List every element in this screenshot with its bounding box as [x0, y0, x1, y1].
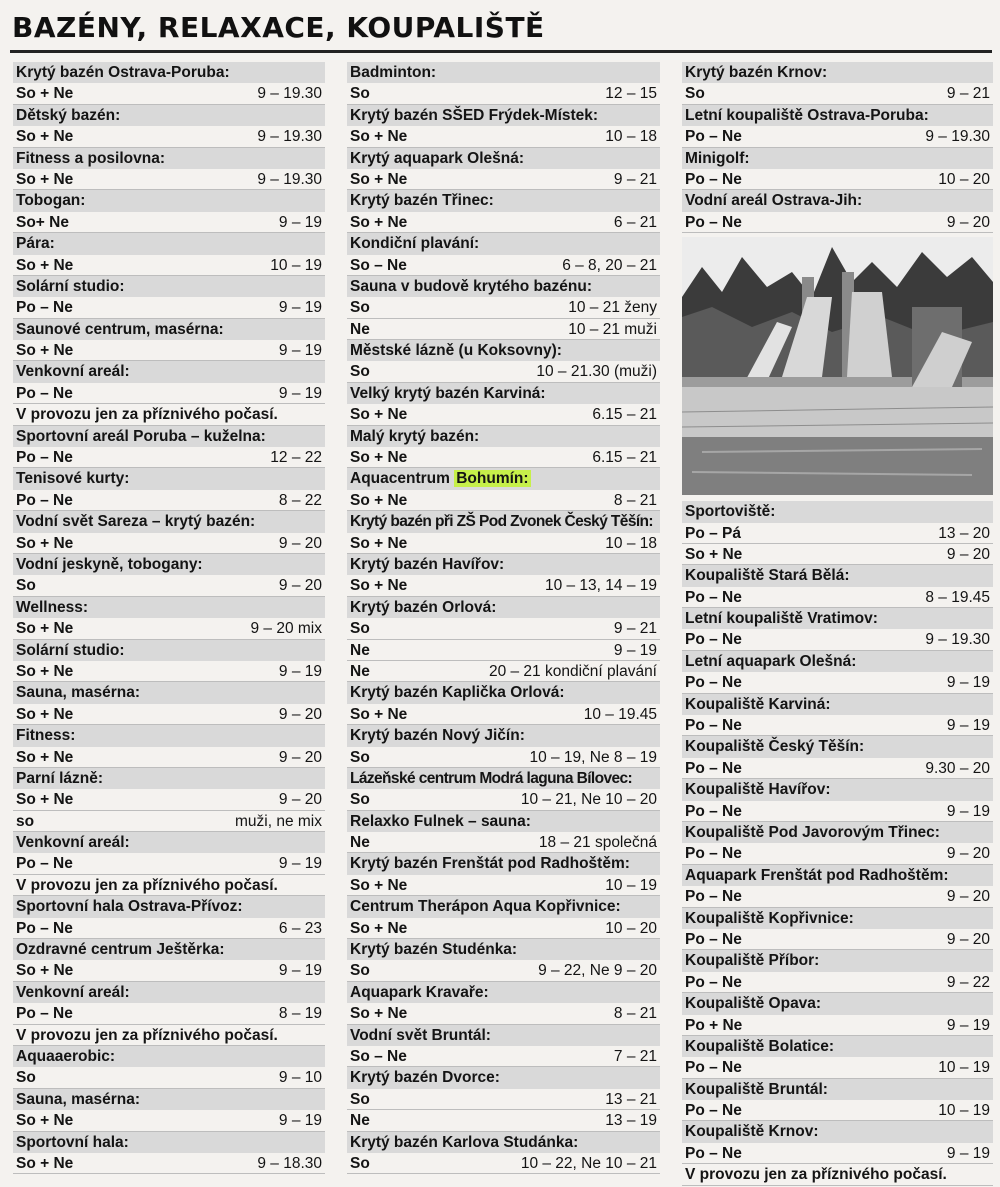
- title-rule: [10, 50, 992, 53]
- venue-heading: Vodní svět Sareza – krytý bazén:: [13, 511, 325, 532]
- water-park-photo-svg: [682, 237, 993, 495]
- venue-heading: Krytý bazén Orlová:: [347, 597, 660, 618]
- schedule-hours: 10 – 21, Ne 10 – 20: [520, 791, 657, 809]
- schedule-hours: 8 – 19: [278, 1005, 322, 1023]
- schedule-day: Po + Ne: [685, 1016, 743, 1034]
- schedule-day: So + Ne: [16, 534, 74, 552]
- schedule-row: [13, 747, 325, 768]
- schedule-row: [347, 618, 660, 639]
- schedule-row: [13, 1067, 325, 1088]
- schedule-day: Po – Ne: [685, 930, 742, 948]
- venue-heading: Solární studio:: [13, 640, 325, 661]
- schedule-row: [682, 169, 993, 190]
- schedule-row: [347, 404, 660, 425]
- schedule-day: Po – Ne: [16, 919, 73, 937]
- schedule-hours: 9 – 18.30: [257, 1154, 322, 1172]
- schedule-row: [13, 789, 325, 810]
- schedule-row: [682, 843, 993, 864]
- schedule-day: so: [16, 812, 35, 830]
- venue-heading-text: Aquacentrum: [350, 470, 455, 488]
- schedule-row: [347, 255, 660, 276]
- schedule-day: Po – Ne: [685, 1102, 742, 1120]
- schedule-day: Po – Ne: [685, 973, 742, 991]
- schedule-hours: 9 – 19.30: [257, 170, 322, 188]
- schedule-row: [13, 618, 325, 639]
- venue-heading: Kondiční plavání:: [347, 233, 660, 254]
- weather-note: V provozu jen za příznivého počasí.: [13, 1025, 325, 1046]
- schedule-hours: 9 – 22: [946, 973, 990, 991]
- highlighted-text: Bohumín:: [456, 470, 529, 488]
- schedule-row: [347, 575, 660, 596]
- schedule-day: Po – Ne: [685, 588, 742, 606]
- schedule-hours: 10 – 19.45: [583, 705, 657, 723]
- schedule-day: So – Ne: [350, 1047, 407, 1065]
- schedule-day: Po – Ne: [16, 384, 73, 402]
- schedule-hours: 9 – 21: [613, 620, 657, 638]
- schedule-day: So: [350, 620, 370, 638]
- schedule-day: Po – Ne: [685, 845, 742, 863]
- venue-heading: Malý krytý bazén:: [347, 426, 660, 447]
- venue-heading: Koupaliště Kopřivnice:: [682, 908, 993, 929]
- venue-heading: Sportovní hala Ostrava-Přívoz:: [13, 896, 325, 917]
- schedule-hours: 10 – 19: [938, 1059, 990, 1077]
- schedule-hours: 12 – 15: [605, 85, 657, 103]
- schedule-day: Po – Ne: [685, 213, 742, 231]
- schedule-hours: 10 – 19, Ne 8 – 19: [529, 748, 657, 766]
- schedule-row: [347, 1110, 660, 1131]
- schedule-hours: 9 – 19: [278, 342, 322, 360]
- schedule-row: [347, 361, 660, 382]
- venue-heading: [347, 468, 660, 489]
- schedule-day: So + Ne: [16, 85, 74, 103]
- weather-note: V provozu jen za příznivého počasí.: [682, 1164, 993, 1185]
- schedule-row: [13, 918, 325, 939]
- schedule-row: [682, 629, 993, 650]
- schedule-day: So + Ne: [16, 1154, 74, 1172]
- schedule-day: So + Ne: [16, 128, 74, 146]
- schedule-day: So+ Ne: [16, 213, 69, 231]
- venue-heading: Sportoviště:: [682, 501, 993, 522]
- schedule-hours: 6.15 – 21: [592, 406, 657, 424]
- schedule-day: So + Ne: [350, 170, 408, 188]
- schedule-day: Po – Pá: [685, 524, 741, 542]
- schedule-day: Ne: [350, 320, 370, 338]
- schedule-day: So + Ne: [350, 491, 408, 509]
- schedule-hours: 9 – 20: [278, 577, 322, 595]
- schedule-day: So + Ne: [350, 919, 408, 937]
- schedule-day: Po – Ne: [685, 888, 742, 906]
- schedule-row: [682, 83, 993, 104]
- venue-heading: Tenisové kurty:: [13, 468, 325, 489]
- schedule-hours: 9 – 19: [278, 384, 322, 402]
- venue-heading: Aquapark Frenštát pod Radhoštěm:: [682, 865, 993, 886]
- schedule-hours: 8 – 19.45: [925, 588, 990, 606]
- venue-heading: Saunové centrum, masérna:: [13, 319, 325, 340]
- schedule-hours: 10 – 18: [605, 534, 657, 552]
- schedule-row: [347, 1153, 660, 1174]
- schedule-day: So + Ne: [350, 534, 408, 552]
- schedule-row: [682, 1015, 993, 1036]
- venue-heading: Lázeňské centrum Modrá laguna Bílovec:: [347, 768, 660, 789]
- schedule-hours: 9 – 19: [278, 855, 322, 873]
- schedule-day: So + Ne: [350, 705, 408, 723]
- schedule-hours: muži, ne mix: [235, 812, 322, 830]
- venue-heading: Velký krytý bazén Karviná:: [347, 383, 660, 404]
- schedule-day: So + Ne: [16, 662, 74, 680]
- schedule-row: [347, 875, 660, 896]
- venue-heading: Sauna, masérna:: [13, 682, 325, 703]
- venue-heading: Aquaaerobic:: [13, 1046, 325, 1067]
- venue-heading: Krytý bazén Frenštát pod Radhoštěm:: [347, 853, 660, 874]
- schedule-hours: 9 – 21: [613, 170, 657, 188]
- venue-heading: Koupaliště Krnov:: [682, 1121, 993, 1142]
- venue-heading: Krytý bazén při ZŠ Pod Zvonek Český Těšín:: [347, 511, 660, 532]
- schedule-row: [347, 832, 660, 853]
- schedule-hours: 9 – 20: [946, 930, 990, 948]
- venue-heading: Vodní svět Bruntál:: [347, 1025, 660, 1046]
- schedule-row: [13, 960, 325, 981]
- venue-heading: Vodní jeskyně, tobogany:: [13, 554, 325, 575]
- venue-heading: Koupaliště Bruntál:: [682, 1079, 993, 1100]
- venue-heading: Pára:: [13, 233, 325, 254]
- venue-heading: Krytý bazén Karlova Studánka:: [347, 1132, 660, 1153]
- schedule-row: [347, 918, 660, 939]
- schedule-day: So: [350, 363, 370, 381]
- schedule-hours: 9 – 22, Ne 9 – 20: [538, 962, 657, 980]
- venue-heading: Krytý bazén Havířov:: [347, 554, 660, 575]
- schedule-row: [13, 212, 325, 233]
- venue-heading: Koupaliště Karviná:: [682, 694, 993, 715]
- schedule-row: [13, 1110, 325, 1131]
- schedule-day: So + Ne: [16, 256, 74, 274]
- schedule-hours: 9 – 19: [613, 641, 657, 659]
- schedule-row: [13, 340, 325, 361]
- schedule-hours: 10 – 20: [938, 170, 990, 188]
- venue-heading: Krytý bazén SŠED Frýdek-Místek:: [347, 105, 660, 126]
- schedule-day: Po – Ne: [685, 802, 742, 820]
- schedule-day: So: [350, 85, 370, 103]
- schedule-day: So: [350, 962, 370, 980]
- schedule-hours: 9 – 20 mix: [250, 620, 322, 638]
- schedule-row: [13, 853, 325, 874]
- schedule-day: So: [16, 577, 36, 595]
- venue-heading: Venkovní areál:: [13, 832, 325, 853]
- schedule-row: [13, 255, 325, 276]
- schedule-day: Po – Ne: [16, 491, 73, 509]
- venue-heading: Koupaliště Havířov:: [682, 779, 993, 800]
- schedule-day: Po – Ne: [685, 1144, 742, 1162]
- schedule-row: [347, 661, 660, 682]
- schedule-row: [13, 661, 325, 682]
- schedule-day: So + Ne: [350, 213, 408, 231]
- schedule-row: [682, 544, 993, 565]
- weather-note: V provozu jen za příznivého počasí.: [13, 404, 325, 425]
- schedule-day: Po – Ne: [685, 170, 742, 188]
- schedule-row: [13, 490, 325, 511]
- schedule-day: So + Ne: [16, 791, 74, 809]
- schedule-row: [682, 126, 993, 147]
- venue-heading: Dětský bazén:: [13, 105, 325, 126]
- schedule-day: So: [350, 1090, 370, 1108]
- schedule-day: Ne: [350, 641, 370, 659]
- schedule-day: So + Ne: [350, 449, 408, 467]
- schedule-day: Po – Ne: [16, 855, 73, 873]
- schedule-row: [682, 212, 993, 233]
- venue-heading: Koupaliště Český Těšín:: [682, 736, 993, 757]
- schedule-day: So + Ne: [350, 577, 408, 595]
- schedule-hours: 9 – 19.30: [257, 128, 322, 146]
- schedule-row: [13, 169, 325, 190]
- venue-heading: Aquapark Kravaře:: [347, 982, 660, 1003]
- venue-heading: Krytý bazén Kaplička Orlová:: [347, 682, 660, 703]
- schedule-row: [347, 640, 660, 661]
- venue-heading: Městské lázně (u Koksovny):: [347, 340, 660, 361]
- venue-heading: Relaxko Fulnek – sauna:: [347, 811, 660, 832]
- schedule-day: Po – Ne: [685, 128, 742, 146]
- venue-heading: Sportovní areál Poruba – kuželna:: [13, 426, 325, 447]
- schedule-hours: 9 – 20: [946, 888, 990, 906]
- schedule-column-2: [347, 62, 660, 1174]
- schedule-day: Po – Ne: [685, 674, 742, 692]
- venue-heading: Krytý bazén Ostrava-Poruba:: [13, 62, 325, 83]
- venue-heading: Koupaliště Stará Bělá:: [682, 565, 993, 586]
- schedule-day: So + Ne: [350, 1005, 408, 1023]
- schedule-row: [13, 704, 325, 725]
- schedule-row: [13, 1153, 325, 1174]
- schedule-hours: 13 – 20: [938, 524, 990, 542]
- schedule-row: [347, 960, 660, 981]
- schedule-hours: 9 – 19: [946, 674, 990, 692]
- venue-heading: Letní koupaliště Ostrava-Poruba:: [682, 105, 993, 126]
- schedule-row: [682, 929, 993, 950]
- venue-heading: Sauna v budově krytého bazénu:: [347, 276, 660, 297]
- schedule-hours: 10 – 18: [605, 128, 657, 146]
- schedule-hours: 9 – 19: [278, 1112, 322, 1130]
- schedule-day: So + Ne: [16, 748, 74, 766]
- schedule-hours: 9 – 20: [278, 705, 322, 723]
- schedule-row: [682, 1100, 993, 1121]
- schedule-row: [13, 383, 325, 404]
- schedule-row: [682, 1143, 993, 1164]
- schedule-day: So: [350, 748, 370, 766]
- schedule-row: [682, 801, 993, 822]
- schedule-hours: 6.15 – 21: [592, 449, 657, 467]
- schedule-row: [13, 811, 325, 832]
- schedule-day: So + Ne: [16, 962, 74, 980]
- schedule-hours: 18 – 21 společná: [538, 834, 657, 852]
- schedule-row: [347, 789, 660, 810]
- schedule-day: Ne: [350, 1112, 370, 1130]
- schedule-day: Ne: [350, 662, 370, 680]
- schedule-hours: 9 – 19: [278, 662, 322, 680]
- schedule-hours: 10 – 21 muži: [568, 320, 657, 338]
- schedule-row: [347, 1003, 660, 1024]
- venue-heading: Sauna, masérna:: [13, 1089, 325, 1110]
- venue-heading: Venkovní areál:: [13, 361, 325, 382]
- venue-heading: Ozdravné centrum Ještěrka:: [13, 939, 325, 960]
- schedule-hours: 9 – 19.30: [257, 85, 322, 103]
- schedule-hours: 10 – 13, 14 – 19: [544, 577, 657, 595]
- schedule-row: [682, 758, 993, 779]
- schedule-day: Po – Ne: [685, 1059, 742, 1077]
- schedule-day: Po – Ne: [16, 1005, 73, 1023]
- schedule-hours: 10 – 19: [270, 256, 322, 274]
- schedule-day: Po – Ne: [685, 759, 742, 777]
- schedule-hours: 9 – 19: [278, 213, 322, 231]
- venue-heading: Sportovní hala:: [13, 1132, 325, 1153]
- schedule-day: So: [685, 85, 705, 103]
- schedule-hours: 9 – 19: [946, 802, 990, 820]
- schedule-hours: 9 – 20: [946, 545, 990, 563]
- venue-heading: Solární studio:: [13, 276, 325, 297]
- venue-heading: Krytý bazén Nový Jičín:: [347, 725, 660, 746]
- schedule-hours: 10 – 21.30 (muži): [536, 363, 657, 381]
- schedule-hours: 13 – 21: [605, 1090, 657, 1108]
- schedule-day: Po – Ne: [685, 717, 742, 735]
- venue-heading: Parní lázně:: [13, 768, 325, 789]
- weather-note: V provozu jen za příznivého počasí.: [13, 875, 325, 896]
- schedule-hours: 10 – 19: [605, 876, 657, 894]
- schedule-hours: 20 – 21 kondiční plavání: [488, 662, 657, 680]
- schedule-day: So + Ne: [350, 128, 408, 146]
- schedule-day: So + Ne: [16, 620, 74, 638]
- venue-heading: Krytý bazén Studénka:: [347, 939, 660, 960]
- schedule-hours: 9 – 21: [946, 85, 990, 103]
- schedule-hours: 9 – 19: [278, 962, 322, 980]
- schedule-hours: 8 – 21: [613, 1005, 657, 1023]
- schedule-hours: 9 – 19.30: [925, 631, 990, 649]
- schedule-row: [347, 704, 660, 725]
- schedule-row: [347, 747, 660, 768]
- venue-heading: Krytý bazén Krnov:: [682, 62, 993, 83]
- schedule-row: [347, 83, 660, 104]
- schedule-row: [13, 1003, 325, 1024]
- venue-heading: Krytý aquapark Olešná:: [347, 148, 660, 169]
- schedule-row: [682, 672, 993, 693]
- schedule-hours: 9 – 19: [946, 717, 990, 735]
- schedule-day: So + Ne: [16, 1112, 74, 1130]
- venue-heading: Krytý bazén Dvorce:: [347, 1067, 660, 1088]
- schedule-row: [347, 126, 660, 147]
- schedule-hours: 9 – 19.30: [925, 128, 990, 146]
- schedule-row: [347, 447, 660, 468]
- schedule-hours: 8 – 21: [613, 491, 657, 509]
- schedule-hours: 10 – 21 ženy: [568, 299, 657, 317]
- schedule-day: Po – Ne: [685, 631, 742, 649]
- schedule-row: [13, 533, 325, 554]
- schedule-hours: 12 – 22: [270, 449, 322, 467]
- schedule-row: [682, 587, 993, 608]
- schedule-hours: 10 – 19: [938, 1102, 990, 1120]
- schedule-day: So + Ne: [16, 342, 74, 360]
- schedule-row: [682, 886, 993, 907]
- schedule-day: Po – Ne: [16, 449, 73, 467]
- page-title: BAZÉNY, RELAXACE, KOUPALIŠTĚ: [12, 11, 545, 44]
- schedule-hours: 10 – 22, Ne 10 – 21: [520, 1154, 657, 1172]
- schedule-column-3: [682, 62, 993, 1186]
- schedule-row: [682, 1057, 993, 1078]
- venue-heading: Koupaliště Pod Javorovým Třinec:: [682, 822, 993, 843]
- schedule-hours: 8 – 22: [278, 491, 322, 509]
- schedule-day: So: [350, 299, 370, 317]
- schedule-day: Ne: [350, 834, 370, 852]
- schedule-row: [682, 972, 993, 993]
- venue-heading: Venkovní areál:: [13, 982, 325, 1003]
- schedule-day: So: [16, 1069, 36, 1087]
- schedule-row: [347, 490, 660, 511]
- venue-heading: Tobogan:: [13, 190, 325, 211]
- schedule-day: So + Ne: [350, 876, 408, 894]
- venue-heading: Centrum Therápon Aqua Kopřivnice:: [347, 896, 660, 917]
- schedule-row: [13, 126, 325, 147]
- schedule-hours: 10 – 20: [605, 919, 657, 937]
- venue-heading: Minigolf:: [682, 148, 993, 169]
- venue-heading: Letní koupaliště Vratimov:: [682, 608, 993, 629]
- schedule-hours: 9 – 20: [946, 845, 990, 863]
- venue-heading: Krytý bazén Třinec:: [347, 190, 660, 211]
- water-park-photo: [682, 237, 993, 495]
- schedule-row: [347, 533, 660, 554]
- schedule-hours: 9 – 19: [946, 1144, 990, 1162]
- venue-heading: Vodní areál Ostrava-Jih:: [682, 190, 993, 211]
- schedule-hours: 9 – 20: [278, 534, 322, 552]
- schedule-day: So + Ne: [685, 545, 743, 563]
- schedule-day: So: [350, 1154, 370, 1172]
- schedule-hours: 13 – 19: [605, 1112, 657, 1130]
- schedule-hours: 9 – 20: [278, 791, 322, 809]
- schedule-hours: 9 – 20: [946, 213, 990, 231]
- schedule-day: So + Ne: [16, 705, 74, 723]
- schedule-row: [682, 523, 993, 544]
- schedule-day: So – Ne: [350, 256, 407, 274]
- schedule-row: [682, 715, 993, 736]
- schedule-day: Po – Ne: [16, 299, 73, 317]
- schedule-hours: 6 – 8, 20 – 21: [562, 256, 657, 274]
- schedule-column-1: [13, 62, 325, 1174]
- schedule-hours: 9 – 19: [278, 299, 322, 317]
- schedule-day: So: [350, 791, 370, 809]
- schedule-row: [347, 319, 660, 340]
- schedule-hours: 9 – 10: [278, 1069, 322, 1087]
- schedule-hours: 9 – 19: [946, 1016, 990, 1034]
- venue-heading: Badminton:: [347, 62, 660, 83]
- schedule-hours: 6 – 23: [278, 919, 322, 937]
- venue-heading: Koupaliště Bolatice:: [682, 1036, 993, 1057]
- schedule-row: [13, 297, 325, 318]
- schedule-row: [13, 575, 325, 596]
- venue-heading: Fitness a posilovna:: [13, 148, 325, 169]
- schedule-row: [347, 212, 660, 233]
- schedule-row: [347, 1046, 660, 1067]
- schedule-row: [13, 447, 325, 468]
- schedule-hours: 9.30 – 20: [925, 759, 990, 777]
- schedule-day: So + Ne: [16, 170, 74, 188]
- schedule-hours: 6 – 21: [613, 213, 657, 231]
- venue-heading: Wellness:: [13, 597, 325, 618]
- venue-heading: Fitness:: [13, 725, 325, 746]
- venue-heading: Koupaliště Opava:: [682, 993, 993, 1014]
- schedule-row: [347, 169, 660, 190]
- schedule-row: [13, 83, 325, 104]
- schedule-row: [347, 297, 660, 318]
- schedule-row: [347, 1089, 660, 1110]
- schedule-day: So + Ne: [350, 406, 408, 424]
- schedule-hours: 9 – 20: [278, 748, 322, 766]
- venue-heading: Letní aquapark Olešná:: [682, 651, 993, 672]
- schedule-hours: 7 – 21: [613, 1047, 657, 1065]
- venue-heading: Koupaliště Příbor:: [682, 950, 993, 971]
